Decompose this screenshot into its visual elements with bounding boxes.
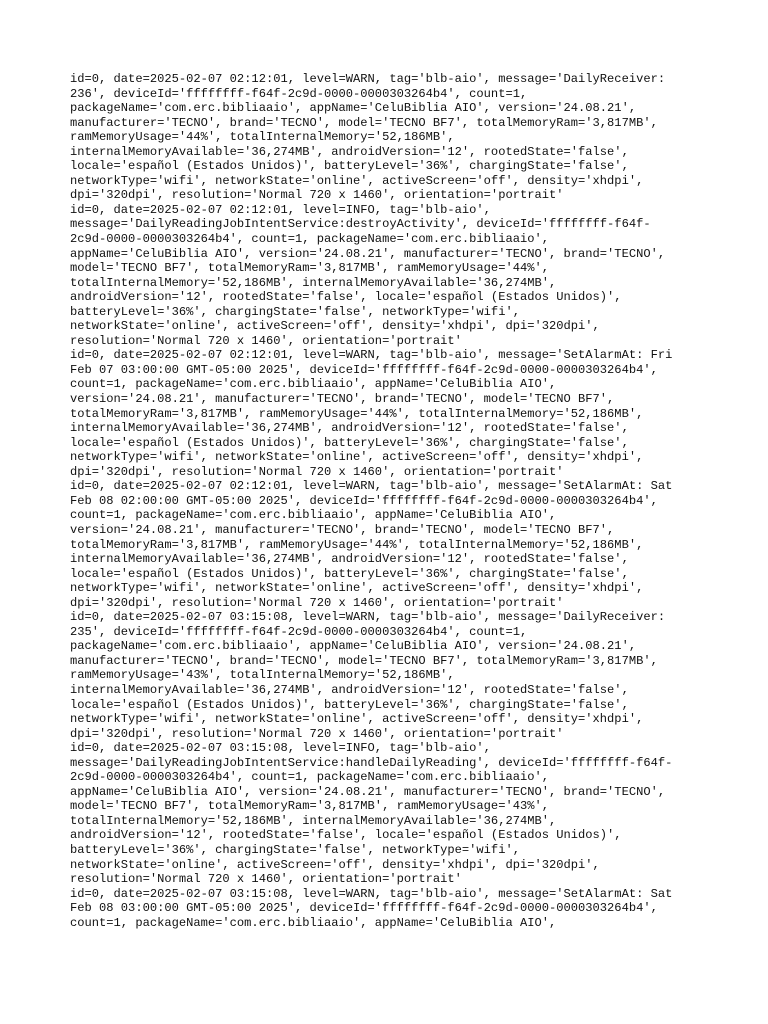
log-line: locale='español (Estados Unidos)', batteryLevel='36%', chargingState='false', [70,697,629,712]
log-line: id=0, date=2025-02-07 02:12:01, level=INFO, tag='blb-aio', [70,202,491,217]
log-line: count=1, packageName='com.erc.bibliaaio', appName='CeluBiblia AIO', [70,377,557,392]
log-line: model='TECNO BF7', totalMemoryRam='3,817MB', ramMemoryUsage='44%', [70,261,549,276]
log-line: totalInternalMemory='52,186MB', internalMemoryAvailable='36,274MB', [70,813,557,828]
log-line: packageName='com.erc.bibliaaio', appName='CeluBiblia AIO', version='24.08.21', [70,639,637,654]
log-line: locale='español (Estados Unidos)', batteryLevel='36%', chargingState='false', [70,435,629,450]
log-line: batteryLevel='36%', chargingState='false', networkType='wifi', [70,842,520,857]
log-line: locale='español (Estados Unidos)', batteryLevel='36%', chargingState='false', [70,566,629,581]
log-line: version='24.08.21', manufacturer='TECNO', brand='TECNO', model='TECNO BF7', [70,522,615,537]
log-line: dpi='320dpi', resolution='Normal 720 x 1460', orientation='portrait' [70,188,564,203]
log-line: androidVersion='12', rootedState='false', locale='español (Estados Unidos)', [70,828,622,843]
log-line: ramMemoryUsage='44%', totalInternalMemory='52,186MB', [70,130,455,145]
log-line: internalMemoryAvailable='36,274MB', androidVersion='12', rootedState='false', [70,421,629,436]
log-document [70,72,710,930]
log-line: model='TECNO BF7', totalMemoryRam='3,817MB', ramMemoryUsage='43%', [70,799,549,814]
log-line: 235', deviceId='ffffffff-f64f-2c9d-0000-0000303264b4', count=1, [70,624,528,639]
log-line: ramMemoryUsage='43%', totalInternalMemory='52,186MB', [70,668,455,683]
log-line: networkType='wifi', networkState='online', activeScreen='off', density='xhdpi', [70,450,644,465]
log-line: id=0, date=2025-02-07 02:12:01, level=WARN, tag='blb-aio', message='DailyReceiver: [70,72,666,86]
log-line: networkType='wifi', networkState='online', activeScreen='off', density='xhdpi', [70,173,644,188]
log-line: dpi='320dpi', resolution='Normal 720 x 1460', orientation='portrait' [70,726,564,741]
log-line: version='24.08.21', manufacturer='TECNO', brand='TECNO', model='TECNO BF7', [70,392,615,407]
log-line: Feb 08 03:00:00 GMT-05:00 2025', deviceId='ffffffff-f64f-2c9d-0000-0000303264b4', [70,901,658,916]
log-line: networkType='wifi', networkState='online', activeScreen='off', density='xhdpi', [70,712,644,727]
log-line: dpi='320dpi', resolution='Normal 720 x 1460', orientation='portrait' [70,464,564,479]
log-line: locale='español (Estados Unidos)', batteryLevel='36%', chargingState='false', [70,159,629,174]
log-line: id=0, date=2025-02-07 02:12:01, level=WARN, tag='blb-aio', message='SetAlarmAt: Fri [70,348,673,363]
log-line: internalMemoryAvailable='36,274MB', androidVersion='12', rootedState='false', [70,144,629,159]
log-line: dpi='320dpi', resolution='Normal 720 x 1460', orientation='portrait' [70,595,564,610]
log-line: count=1, packageName='com.erc.bibliaaio', appName='CeluBiblia AIO', [70,508,557,523]
log-line: id=0, date=2025-02-07 02:12:01, level=WARN, tag='blb-aio', message='SetAlarmAt: Sat [70,479,673,494]
log-line: totalInternalMemory='52,186MB', internalMemoryAvailable='36,274MB', [70,275,557,290]
log-line: count=1, packageName='com.erc.bibliaaio', appName='CeluBiblia AIO', [70,915,557,930]
log-line: networkState='online', activeScreen='off', density='xhdpi', dpi='320dpi', [70,319,600,334]
log-line: appName='CeluBiblia AIO', version='24.08.21', manufacturer='TECNO', brand='TECNO', [70,246,666,261]
log-line: appName='CeluBiblia AIO', version='24.08.21', manufacturer='TECNO', brand='TECNO', [70,784,666,799]
log-line: totalMemoryRam='3,817MB', ramMemoryUsage='44%', totalInternalMemory='52,186MB', [70,537,644,552]
log-line: Feb 07 03:00:00 GMT-05:00 2025', deviceId='ffffffff-f64f-2c9d-0000-0000303264b4', [70,362,658,377]
log-line: 236', deviceId='ffffffff-f64f-2c9d-0000-0000303264b4', count=1, [70,86,528,101]
log-line: id=0, date=2025-02-07 03:15:08, level=WARN, tag='blb-aio', message='DailyReceiver: [70,610,666,625]
log-line: manufacturer='TECNO', brand='TECNO', model='TECNO BF7', totalMemoryRam='3,817MB', [70,115,658,130]
log-line: Feb 08 02:00:00 GMT-05:00 2025', deviceId='ffffffff-f64f-2c9d-0000-0000303264b4', [70,493,658,508]
log-line: networkType='wifi', networkState='online', activeScreen='off', density='xhdpi', [70,581,644,596]
log-line: networkState='online', activeScreen='off', density='xhdpi', dpi='320dpi', [70,857,600,872]
log-line: internalMemoryAvailable='36,274MB', androidVersion='12', rootedState='false', [70,552,629,567]
log-line: batteryLevel='36%', chargingState='false', networkType='wifi', [70,304,520,319]
log-line: resolution='Normal 720 x 1460', orientation='portrait' [70,872,462,887]
log-line: resolution='Normal 720 x 1460', orientation='portrait' [70,333,462,348]
log-line: message='DailyReadingJobIntentService:handleDailyReading', deviceId='ffffffff-f64f- [70,755,673,770]
log-line: androidVersion='12', rootedState='false', locale='español (Estados Unidos)', [70,290,622,305]
log-line: manufacturer='TECNO', brand='TECNO', model='TECNO BF7', totalMemoryRam='3,817MB', [70,653,658,668]
log-line: totalMemoryRam='3,817MB', ramMemoryUsage='44%', totalInternalMemory='52,186MB', [70,406,644,421]
log-line: message='DailyReadingJobIntentService:destroyActivity', deviceId='ffffffff-f64f- [70,217,651,232]
log-line: internalMemoryAvailable='36,274MB', androidVersion='12', rootedState='false', [70,682,629,697]
log-line: packageName='com.erc.bibliaaio', appName='CeluBiblia AIO', version='24.08.21', [70,101,637,116]
log-line: id=0, date=2025-02-07 03:15:08, level=WARN, tag='blb-aio', message='SetAlarmAt: Sat [70,886,673,901]
log-line: id=0, date=2025-02-07 03:15:08, level=INFO, tag='blb-aio', [70,741,491,756]
log-line: 2c9d-0000-0000303264b4', count=1, packageName='com.erc.bibliaaio', [70,232,549,247]
log-body [70,72,710,930]
log-line: 2c9d-0000-0000303264b4', count=1, packageName='com.erc.bibliaaio', [70,770,549,785]
